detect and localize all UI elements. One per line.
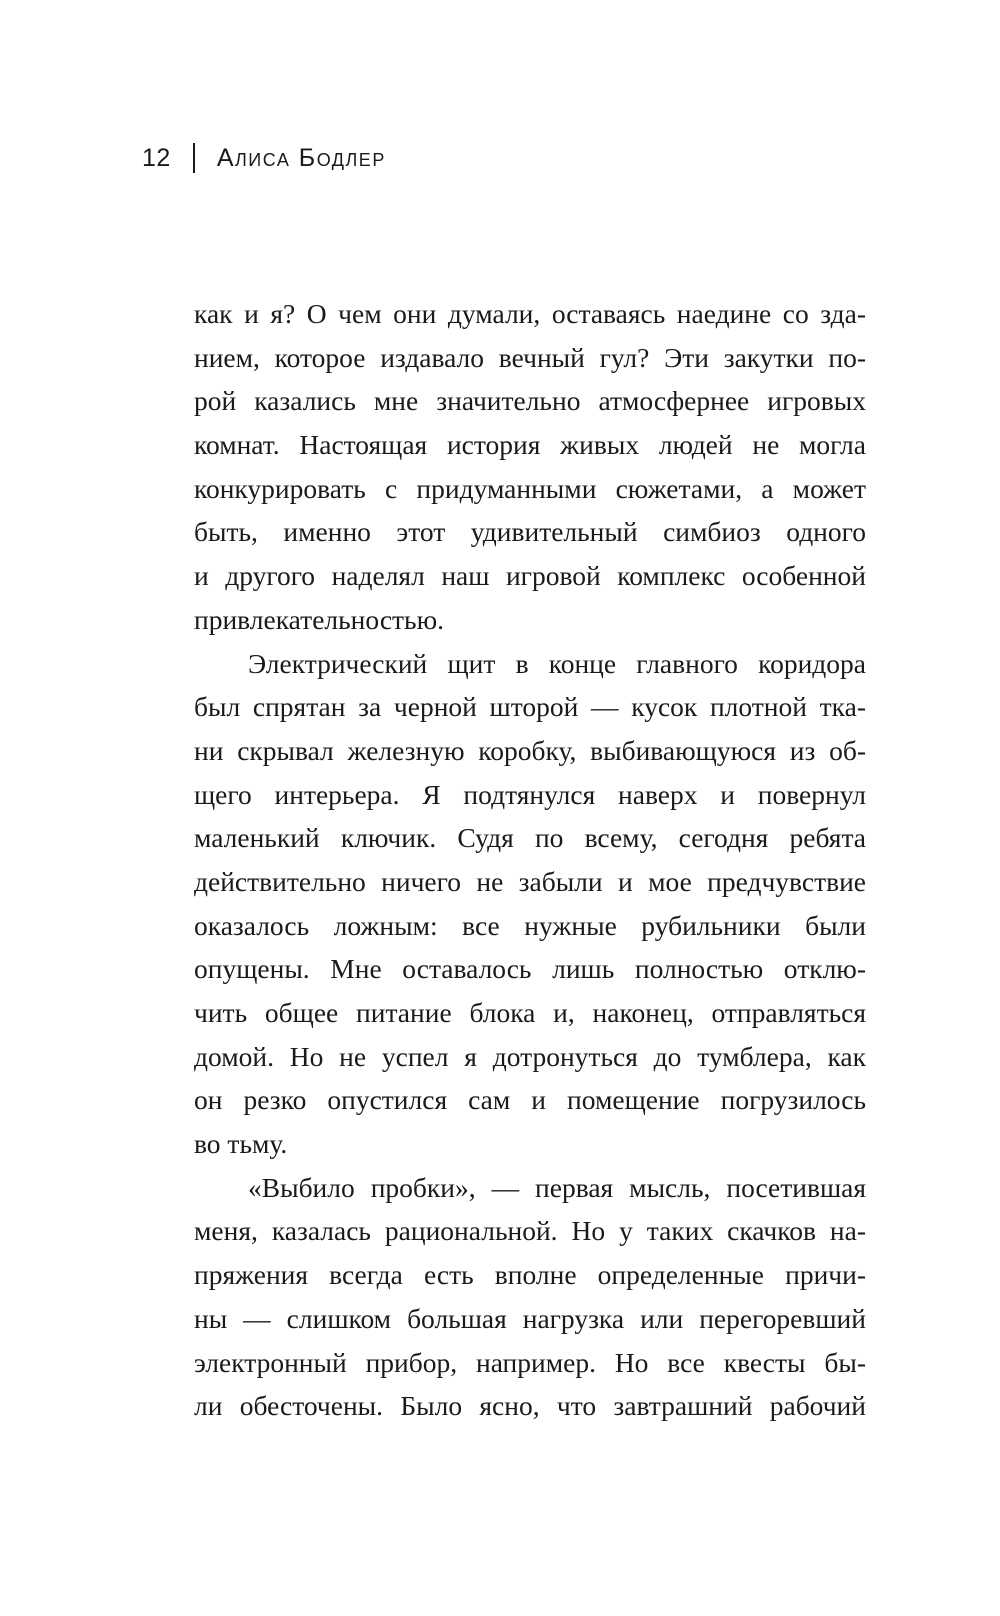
text-line: ны — слишком большая нагрузка или перегоревший xyxy=(194,1302,866,1334)
paragraph xyxy=(194,642,866,1166)
page-number: 12 xyxy=(142,143,171,172)
paragraph xyxy=(194,1166,866,1428)
text-line: Электрический щит в конце главного коридора xyxy=(248,647,866,679)
text-line: и другого наделял наш игровой комплекс особенной xyxy=(194,560,866,592)
header-divider xyxy=(193,143,195,173)
paragraph xyxy=(194,292,866,642)
text-line: во тьму. xyxy=(194,1128,288,1160)
text-line: комнат. Настоящая история живых людей не могла xyxy=(194,429,866,461)
text-line: нием, которое издавало вечный гул? Эти закутки по- xyxy=(194,341,866,373)
text-line: рой казались мне значительно атмосфернее игровых xyxy=(194,385,866,417)
text-line: быть, именно этот удивительный симбиоз одного xyxy=(194,516,866,548)
author-name: Алиса Бодлер xyxy=(216,143,386,172)
text-line: привлекательностью. xyxy=(194,603,444,635)
text-line: меня, казалась рациональной. Но у таких скачков на- xyxy=(194,1215,866,1247)
text-line: «Выбило пробки», — первая мысль, посетившая xyxy=(248,1171,866,1203)
text-line: ни скрывал железную коробку, выбивающуюся из об- xyxy=(194,734,866,766)
text-line: щего интерьера. Я подтянулся наверх и повернул xyxy=(194,778,866,810)
text-line: домой. Но не успел я дотронуться до тумблера, как xyxy=(194,1040,866,1072)
text-line: оказалось ложным: все нужные рубильники были xyxy=(194,909,866,941)
text-line: ли обесточены. Было ясно, что завтрашний рабочий xyxy=(194,1390,866,1422)
text-line: пряжения всегда есть вполне определенные причи- xyxy=(194,1259,866,1291)
body-text xyxy=(194,292,866,1428)
text-line: маленький ключик. Судя по всему, сегодня ребята xyxy=(194,822,866,854)
running-head xyxy=(142,138,386,178)
text-line: чить общее питание блока и, наконец, отправляться xyxy=(194,997,866,1028)
text-line: он резко опустился сам и помещение погрузилось xyxy=(194,1084,866,1116)
text-line: был спрятан за черной шторой — кусок плотной тка- xyxy=(194,691,866,723)
text-line: опущены. Мне оставалось лишь полностью отклю- xyxy=(194,953,866,985)
text-line: действительно ничего не забыли и мое предчувствие xyxy=(194,865,866,897)
text-line: как и я? О чем они думали, оставаясь наедине со зда- xyxy=(194,298,866,329)
text-line: электронный прибор, например. Но все квесты бы- xyxy=(194,1346,866,1378)
text-line: конкурировать с придуманными сюжетами, а может xyxy=(194,472,866,504)
